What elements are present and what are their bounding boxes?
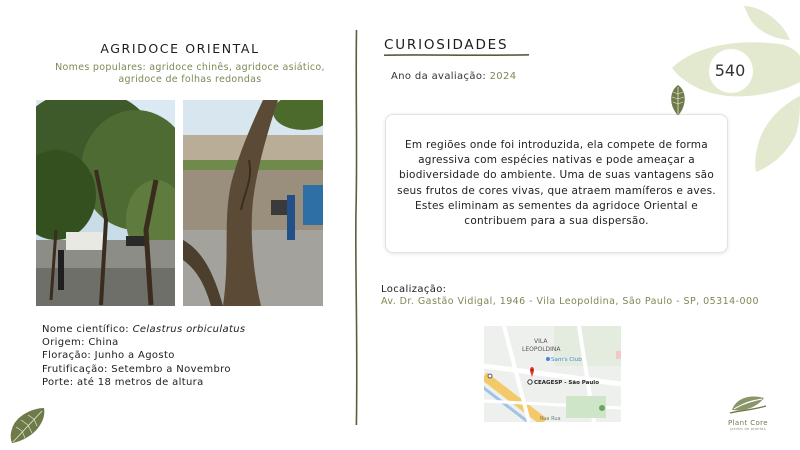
bottom-leaf-icon — [6, 406, 48, 446]
badge-number: 540 — [714, 61, 746, 80]
location-map[interactable] — [484, 326, 621, 422]
location-address[interactable]: Av. Dr. Gastão Vidigal, 1946 - Vila Leopoldina, São Paulo - SP, 05314-000 — [381, 296, 759, 307]
map-district-label-2: LEOPOLDINA — [522, 346, 561, 353]
plant-core-logo — [718, 392, 778, 432]
evaluation-year-value: 2024 — [489, 71, 517, 82]
logo-mark-icon — [728, 392, 768, 414]
small-leaf-icon — [668, 84, 688, 116]
tree-photo-trunk — [183, 100, 323, 306]
fact-scientific-name: Nome científico: Celastrus orbiculatus — [42, 324, 246, 335]
location-label: Localização: — [381, 284, 447, 295]
popular-names: Nomes populares: agridoce chinês, agridoce asiático, agridoce de folhas redondas — [55, 62, 325, 85]
fact-origin: Origem: China — [42, 337, 119, 349]
logo-tagline: jardim de plantas — [730, 427, 766, 431]
curiosity-text: Em regiões onde foi introduzida, ela compete de forma agressiva com espécies nativas e pode ameaçar a biodiversidade do ambiente. Uma de suas vantagens são seus frutos de cores vivas, que atraem mamíferos e aves. Estes eliminam as sementes da agridoce Oriental e contribuem para a sua dispersão. — [397, 138, 716, 227]
plant-title: AGRIDOCE ORIENTAL — [100, 41, 260, 56]
map-district-label-1: VILA — [534, 338, 548, 345]
scientific-name: Celastrus orbiculatus — [132, 324, 246, 335]
evaluation-year: Ano da avaliação: 2024 — [391, 71, 517, 82]
logo-name: Plant Core — [727, 419, 769, 427]
curiosities-title: CURIOSIDADES — [384, 37, 509, 53]
map-poi-sams: Sam's Club — [551, 357, 582, 363]
fact-flowering: Floração: Junho a Agosto — [42, 350, 175, 362]
vertical-divider — [354, 30, 359, 425]
map-street-label: Rua Rua — [540, 416, 561, 422]
map-poi-ceagesp: CEAGESP - São Paulo — [534, 380, 599, 386]
plant-facts — [42, 323, 246, 389]
decorative-leaves-icon — [672, 0, 800, 175]
tree-photo-street — [36, 100, 175, 306]
fact-size: Porte: até 18 metros de altura — [42, 376, 204, 388]
fact-fruiting: Frutificação: Setembro a Novembro — [42, 363, 231, 375]
title-underline — [384, 53, 529, 57]
